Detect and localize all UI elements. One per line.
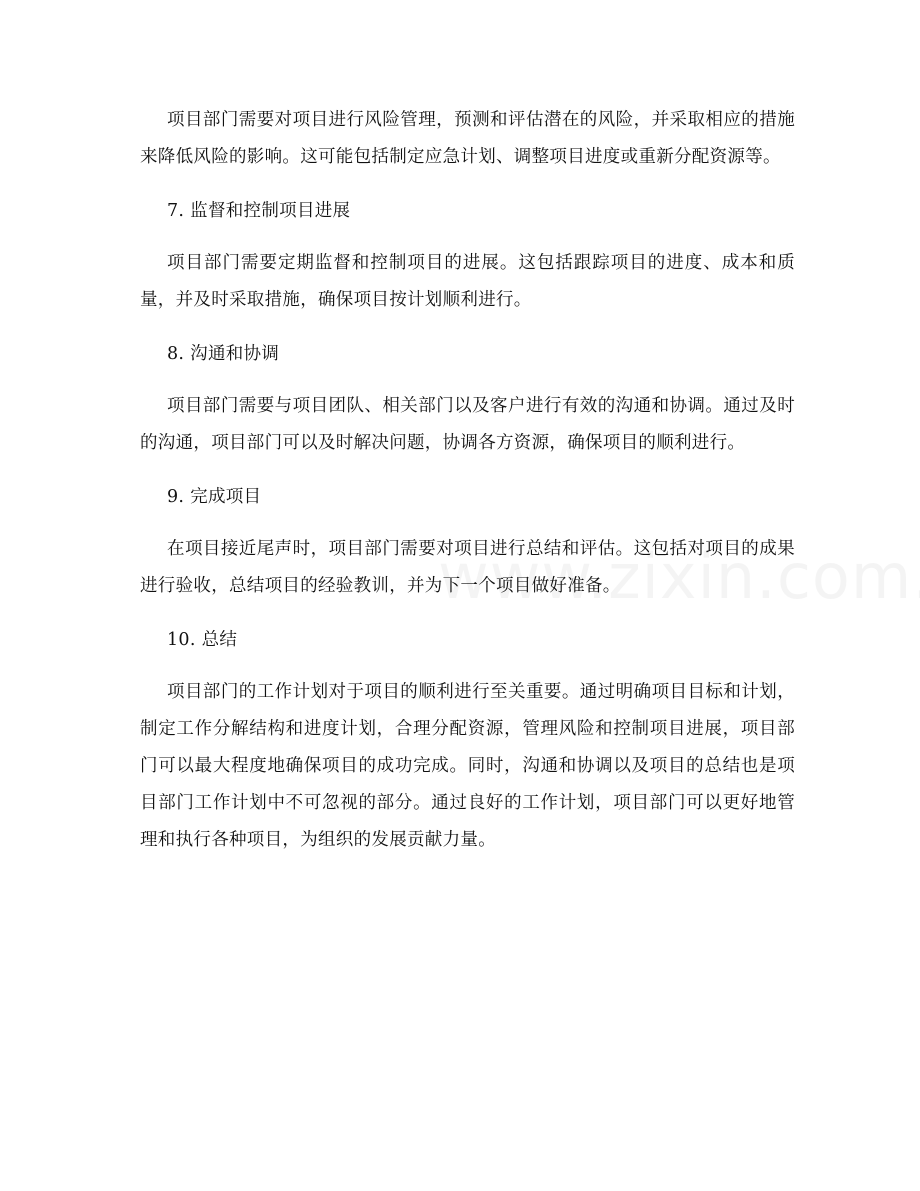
paragraph-summary: 项目部门的工作计划对于项目的顺利进行至关重要。通过明确项目目标和计划，制定工作分解结构和进度计划，合理分配资源，管理风险和控制项目进展，项目部门可以最大程度地确保项目的成功完成。同时，沟通和协调以及项目的总结也是项目部门工作计划中不可忽视的部分。通过良好的工作计划，项目部门可以更好地管理和执行各种项目，为组织的发展贡献力量。 [140,682,795,850]
section-heading-7: 7. 监督和控制项目进展 [167,201,351,221]
document-body [140,102,795,859]
paragraph-risk-management: 项目部门需要对项目进行风险管理，预测和评估潜在的风险，并采取相应的措施来降低风险的影响。这可能包括制定应急计划、调整项目进度或重新分配资源等。 [140,110,795,167]
paragraph-complete-project: 在项目接近尾声时，项目部门需要对项目进行总结和评估。这包括对项目的成果进行验收，总结项目的经验教训，并为下一个项目做好准备。 [140,539,795,596]
section-heading-9: 9. 完成项目 [167,487,262,507]
section-heading-8: 8. 沟通和协调 [167,344,280,364]
paragraph-monitor-control: 项目部门需要定期监督和控制项目的进展。这包括跟踪项目的进度、成本和质量，并及时采取措施，确保项目按计划顺利进行。 [140,253,795,310]
paragraph-communication: 项目部门需要与项目团队、相关部门以及客户进行有效的沟通和协调。通过及时的沟通，项目部门可以及时解决问题，协调各方资源，确保项目的顺利进行。 [140,396,795,453]
section-heading-10: 10. 总结 [167,630,238,650]
